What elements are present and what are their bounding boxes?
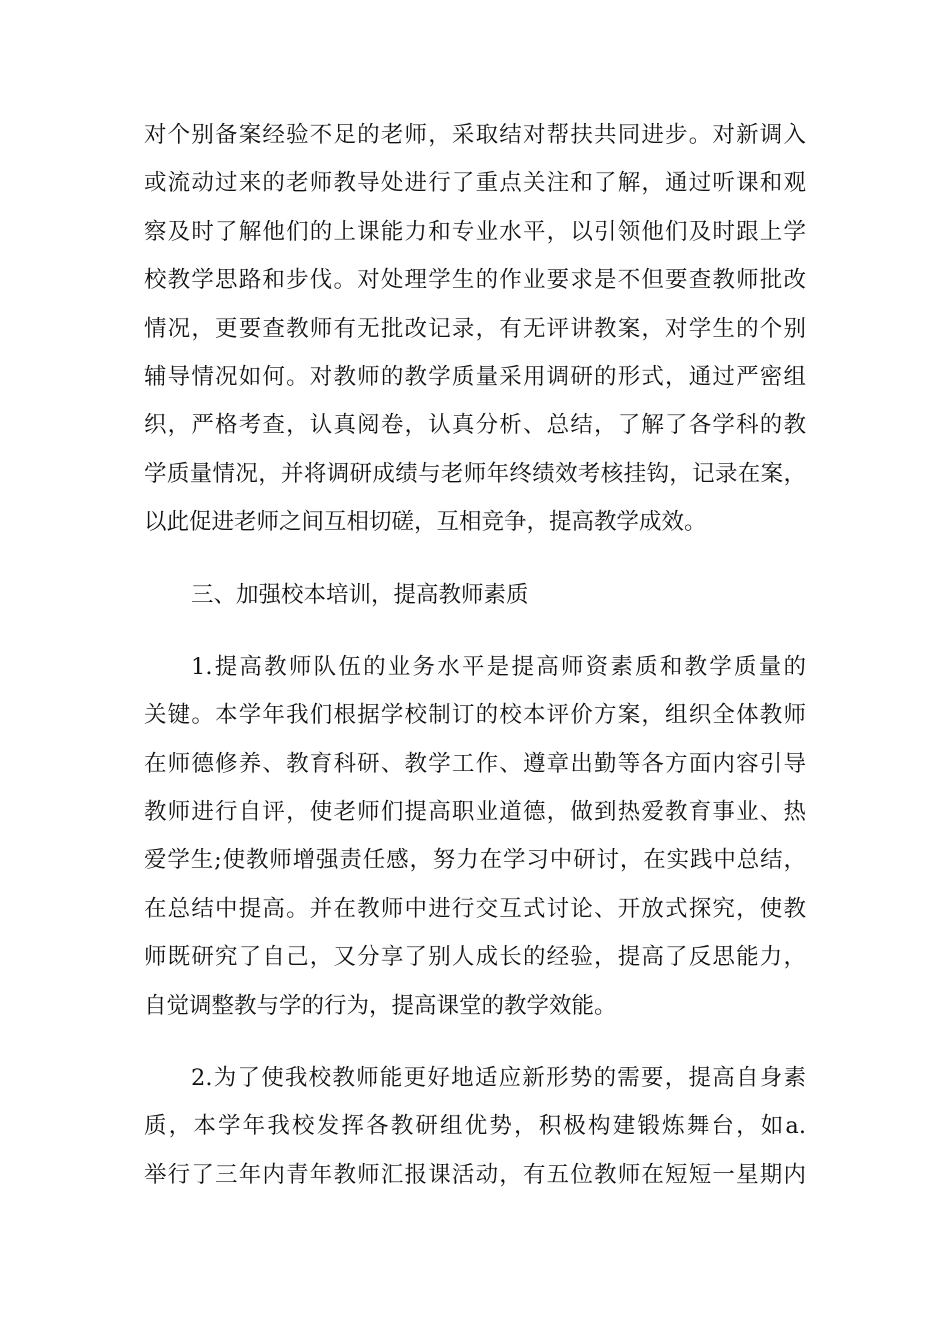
text-line: 2.为了使我校教师能更好地适应新形势的需要，提高自身素 bbox=[191, 1065, 806, 1092]
text-line: 师既研究了自己，又分享了别人成长的经验，提高了反思能力， bbox=[144, 944, 806, 971]
paragraph-3 bbox=[144, 643, 806, 1030]
paragraph-spacer bbox=[144, 547, 806, 571]
heading-text: 三、加强校本培训，提高教师素质 bbox=[191, 581, 529, 608]
text-line: 1.提高教师队伍的业务水平是提高师资素质和教学质量的 bbox=[191, 653, 806, 680]
text-line: 辅导情况如何。对教师的教学质量采用调研的形式，通过严密组 bbox=[144, 363, 806, 390]
text-line: 以此促进老师之间互相切磋，互相竞争，提高教学成效。 bbox=[144, 509, 707, 536]
section-heading bbox=[144, 571, 806, 619]
paragraph-1 bbox=[144, 111, 806, 547]
text-line: 教师进行自评，使老师们提高职业道德，做到热爱教育事业、热 bbox=[144, 799, 806, 826]
text-line: 在总结中提高。并在教师中进行交互式讨论、开放式探究，使教 bbox=[144, 895, 806, 922]
text-line: 自觉调整教与学的行为，提高课堂的教学效能。 bbox=[144, 992, 617, 1019]
text-line: 关键。本学年我们根据学校制订的校本评价方案，组织全体教师 bbox=[144, 702, 806, 729]
text-line: 对个别备案经验不足的老师，采取结对帮扶共同进步。对新调入 bbox=[144, 122, 806, 148]
text-line: 爱学生;使教师增强责任感，努力在学习中研讨，在实践中总结， bbox=[144, 847, 806, 874]
text-line: 或流动过来的老师教导处进行了重点关注和了解，通过听课和观 bbox=[144, 170, 806, 197]
paragraph-spacer bbox=[144, 619, 806, 643]
paragraph-spacer bbox=[144, 1030, 806, 1054]
text-line: 学质量情况，并将调研成绩与老师年终绩效考核挂钩，记录在案， bbox=[144, 460, 806, 487]
text-line: 情况，更要查教师有无批改记录，有无评讲教案，对学生的个别 bbox=[144, 315, 806, 342]
text-line: 织，严格考查，认真阅卷，认真分析、总结，了解了各学科的教 bbox=[144, 412, 806, 439]
text-line: 在师德修养、教育科研、教学工作、遵章出勤等各方面内容引导 bbox=[144, 750, 806, 777]
text-line: 质，本学年我校发挥各教研组优势，积极构建锻炼舞台，如a. bbox=[144, 1113, 806, 1140]
paragraph-4 bbox=[144, 1054, 806, 1199]
text-line: 举行了三年内青年教师汇报课活动，有五位教师在短短一星期内 bbox=[144, 1161, 806, 1188]
document-page bbox=[144, 111, 806, 1199]
text-line: 察及时了解他们的上课能力和专业水平，以引领他们及时跟上学 bbox=[144, 218, 806, 245]
text-line: 校教学思路和步伐。对处理学生的作业要求是不但要查教师批改 bbox=[144, 267, 806, 294]
